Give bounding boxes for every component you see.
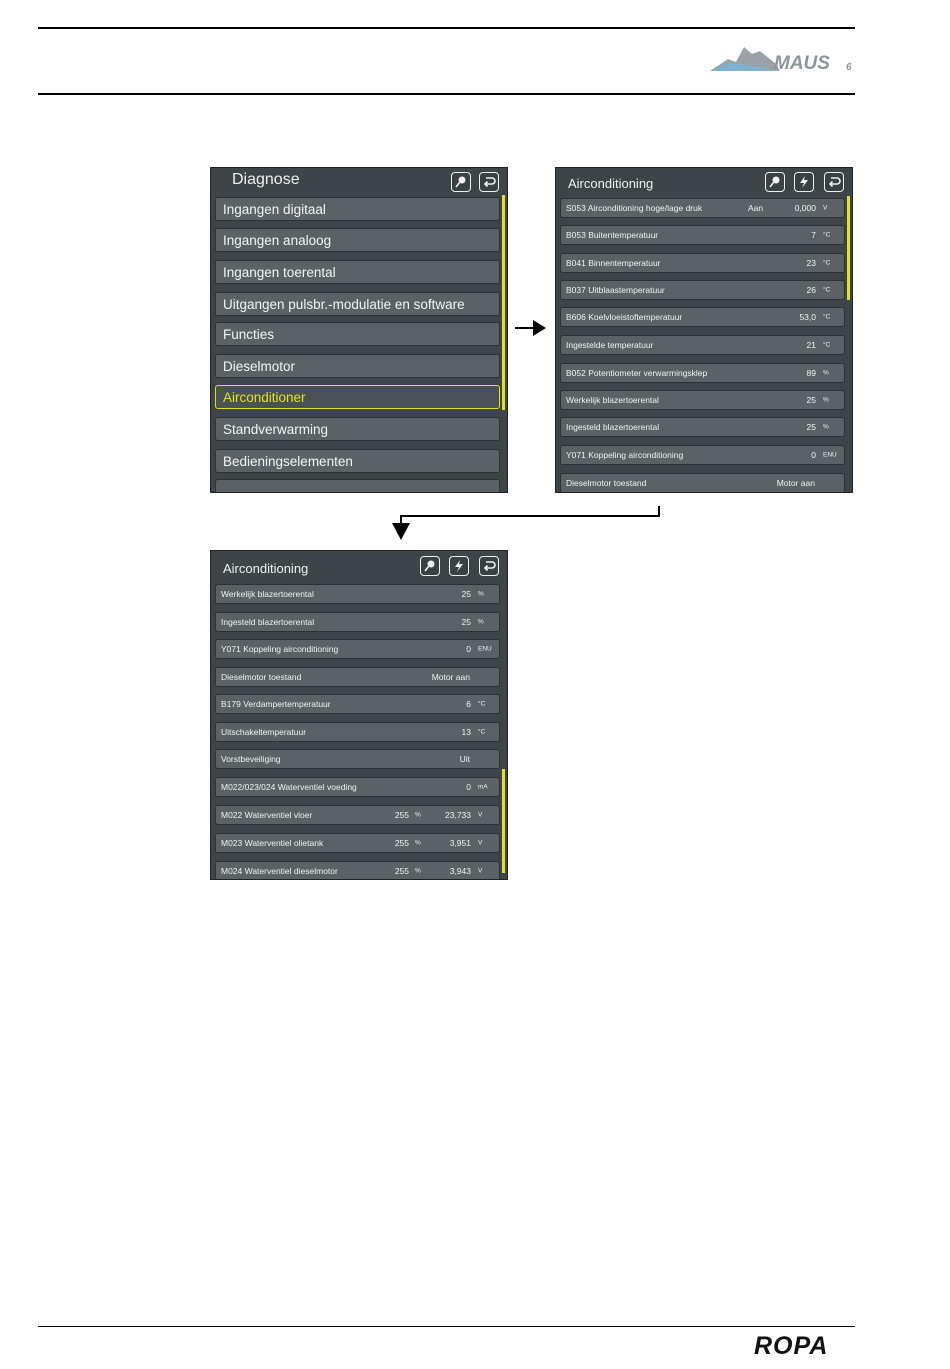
airconditioning-screen-2: [210, 550, 508, 880]
back-button[interactable]: [824, 172, 844, 192]
flow-arrow-down: [390, 505, 665, 543]
parameter-value: 0: [811, 450, 816, 460]
parameter-label: B053 Buitentemperatuur: [566, 230, 659, 240]
parameter-status: Aan: [748, 203, 764, 213]
parameter-label: B606 Koelvloeistoftemperatuur: [566, 312, 683, 322]
back-button[interactable]: [479, 556, 499, 576]
parameter-label: B052 Potentiometer verwarmingsklep: [566, 368, 708, 378]
parameter-value: 25: [461, 617, 471, 627]
parameter-label: Y071 Koppeling airconditioning: [221, 644, 339, 654]
flow-arrow-right: [513, 318, 547, 338]
parameter-status: Uit: [459, 754, 470, 764]
menu-item[interactable]: Bedieningselementen: [215, 449, 500, 473]
parameter-unit: %: [478, 590, 484, 598]
parameter-row[interactable]: [560, 253, 845, 273]
parameter-unit: °C: [478, 700, 486, 708]
parameter-row[interactable]: [215, 612, 500, 632]
screen-header: [556, 168, 852, 198]
parameter-unit: %: [478, 618, 484, 626]
parameter-row[interactable]: [215, 694, 500, 714]
search-icon: [423, 559, 437, 573]
parameter-label: B037 Uitblaastemperatuur: [566, 285, 665, 295]
lightning-button[interactable]: [794, 172, 814, 192]
parameter-unit: °C: [478, 728, 486, 736]
maus-logo-text: MAUS: [774, 53, 830, 74]
screen-title: Airconditioning: [568, 176, 654, 191]
screen-header: [211, 551, 507, 581]
menu-item-partial: [215, 479, 500, 493]
parameter-unit: V: [478, 811, 483, 819]
parameter-row[interactable]: [215, 722, 500, 742]
maus-logo: [708, 40, 858, 76]
parameter-percent: 255: [394, 810, 409, 820]
search-icon: [768, 175, 782, 189]
ropa-logo: ROPA: [754, 1332, 829, 1360]
parameter-label: M022/023/024 Waterventiel voeding: [221, 782, 357, 792]
parameter-label: Dieselmotor toestand: [221, 672, 302, 682]
parameter-row[interactable]: [560, 225, 845, 245]
parameter-value: 7: [811, 230, 816, 240]
parameter-unit: V: [823, 204, 828, 212]
parameter-unit: °C: [823, 313, 831, 321]
parameter-unit: °C: [823, 286, 831, 294]
parameter-label: Ingesteld blazertoerental: [221, 617, 315, 627]
parameter-value: 13: [461, 727, 471, 737]
parameter-row[interactable]: [215, 861, 500, 880]
back-button[interactable]: [479, 172, 499, 192]
parameter-unit: %: [823, 396, 829, 404]
lightning-icon: [452, 559, 466, 573]
parameter-percent-unit: %: [415, 867, 421, 875]
parameter-value: 23: [806, 258, 816, 268]
menu-item[interactable]: Ingangen analoog: [215, 228, 500, 252]
parameter-percent: 255: [394, 866, 409, 876]
menu-item[interactable]: Ingangen digitaal: [215, 197, 500, 221]
header-rule-bottom: [38, 93, 855, 95]
parameter-unit: mA: [478, 783, 488, 791]
parameter-row[interactable]: [560, 198, 845, 218]
parameter-label: Werkelijk blazertoerental: [221, 589, 314, 599]
parameter-unit: %: [823, 369, 829, 377]
parameter-row[interactable]: [560, 473, 845, 493]
parameter-unit: ENU: [823, 451, 837, 459]
scrollbar[interactable]: [502, 769, 505, 873]
parameter-value: 6: [466, 699, 471, 709]
search-icon: [454, 175, 468, 189]
parameter-unit: V: [478, 839, 483, 847]
parameter-row[interactable]: [215, 584, 500, 604]
parameter-row[interactable]: [560, 307, 845, 327]
header-rule-top: [38, 27, 855, 29]
parameter-value: 25: [806, 422, 816, 432]
parameter-row[interactable]: [215, 749, 500, 769]
footer-rule: [38, 1326, 855, 1327]
search-button[interactable]: [765, 172, 785, 192]
parameter-percent-unit: %: [415, 839, 421, 847]
parameter-row[interactable]: [215, 639, 500, 659]
back-icon: [827, 175, 841, 189]
search-button[interactable]: [451, 172, 471, 192]
parameter-label: Uitschakeltemperatuur: [221, 727, 307, 737]
parameter-value: 0: [466, 644, 471, 654]
screen-header: [211, 168, 507, 198]
parameter-value: 0,000: [794, 203, 816, 213]
screen-title: Airconditioning: [223, 561, 309, 576]
parameter-label: Ingesteld blazertoerental: [566, 422, 660, 432]
parameter-unit: °C: [823, 231, 831, 239]
screen-title: Diagnose: [232, 171, 300, 188]
parameter-value: 21: [806, 340, 816, 350]
diagnose-screen: [210, 167, 508, 493]
parameter-unit: V: [478, 867, 483, 875]
parameter-row[interactable]: [215, 777, 500, 797]
parameter-unit: °C: [823, 341, 831, 349]
parameter-value: 89: [806, 368, 816, 378]
maus-logo-sub: 6: [846, 62, 852, 73]
parameter-unit: °C: [823, 259, 831, 267]
parameter-label: Y071 Koppeling airconditioning: [566, 450, 684, 460]
scrollbar[interactable]: [502, 195, 505, 410]
menu-item[interactable]: Standverwarming: [215, 417, 500, 441]
menu-item[interactable]: Ingangen toerental: [215, 260, 500, 284]
parameter-row[interactable]: [560, 363, 845, 383]
scrollbar[interactable]: [847, 196, 850, 300]
parameter-value: 25: [806, 395, 816, 405]
parameter-percent-unit: %: [415, 811, 421, 819]
parameter-unit: ENU: [478, 645, 492, 653]
lightning-icon: [797, 175, 811, 189]
menu-item[interactable]: Dieselmotor: [215, 354, 500, 378]
lightning-button[interactable]: [449, 556, 469, 576]
search-button[interactable]: [420, 556, 440, 576]
parameter-label: M022 Waterventiel vloer: [221, 810, 313, 820]
parameter-row[interactable]: [215, 833, 500, 853]
parameter-label: Vorstbeveiliging: [221, 754, 281, 764]
airconditioning-screen-1: [555, 167, 853, 493]
parameter-label: B041 Binnentemperatuur: [566, 258, 661, 268]
parameter-row[interactable]: [560, 390, 845, 410]
parameter-status: Motor aan: [431, 672, 470, 682]
parameter-label: Dieselmotor toestand: [566, 478, 647, 488]
menu-item[interactable]: Uitgangen pulsbr.-modulatie en software: [215, 292, 500, 316]
parameter-label: S053 Airconditioning hoge/lage druk: [566, 203, 703, 213]
parameter-percent: 255: [394, 838, 409, 848]
parameter-value: 53,0: [799, 312, 816, 322]
parameter-row[interactable]: [560, 417, 845, 437]
parameter-value: 26: [806, 285, 816, 295]
menu-item[interactable]: Airconditioner: [215, 385, 500, 409]
parameter-label: Ingestelde temperatuur: [566, 340, 654, 350]
parameter-row[interactable]: [560, 335, 845, 355]
parameter-value: 0: [466, 782, 471, 792]
parameter-row[interactable]: [215, 805, 500, 825]
parameter-row[interactable]: [215, 667, 500, 687]
parameter-value: 3,943: [449, 866, 471, 876]
back-icon: [482, 559, 496, 573]
menu-item[interactable]: Functies: [215, 322, 500, 346]
parameter-value: 3,951: [449, 838, 471, 848]
back-icon: [482, 175, 496, 189]
parameter-label: B179 Verdampertemperatuur: [221, 699, 331, 709]
parameter-row[interactable]: [560, 445, 845, 465]
parameter-label: M024 Waterventiel dieselmotor: [221, 866, 338, 876]
parameter-unit: %: [823, 423, 829, 431]
parameter-label: Werkelijk blazertoerental: [566, 395, 659, 405]
parameter-label: M023 Waterventiel olietank: [221, 838, 324, 848]
parameter-status: Motor aan: [776, 478, 815, 488]
parameter-value: 25: [461, 589, 471, 599]
parameter-row[interactable]: [560, 280, 845, 300]
parameter-value: 23,733: [445, 810, 471, 820]
